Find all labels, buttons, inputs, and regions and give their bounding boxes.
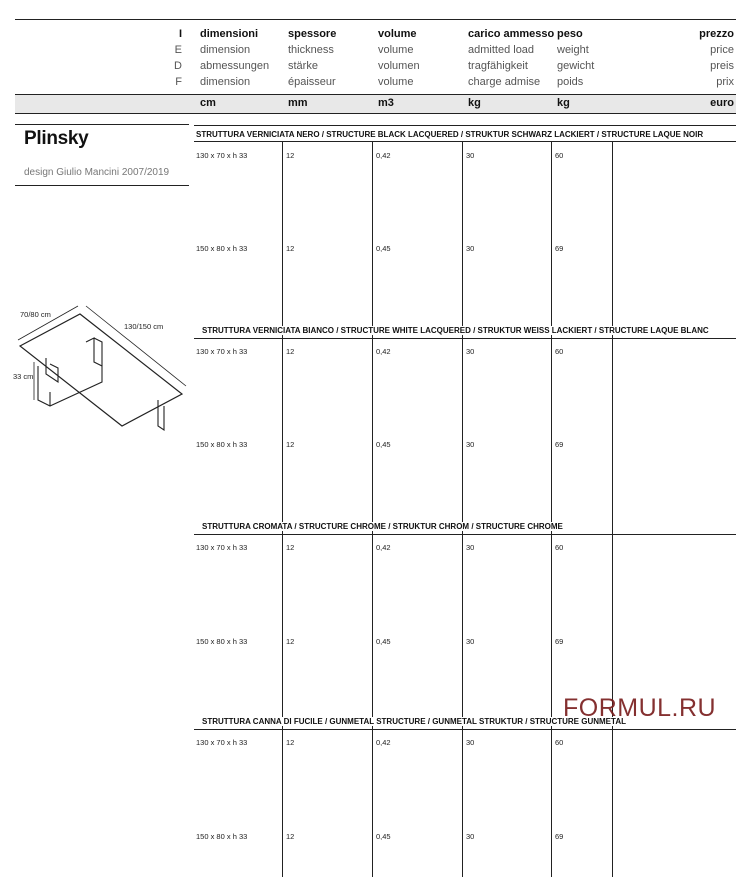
cell-dim: 150 x 80 x h 33 (196, 832, 248, 841)
col-label: dimensioni (200, 28, 259, 40)
unit-weight: kg (557, 97, 570, 109)
section-rule (194, 125, 736, 126)
cell-weight: 69 (555, 832, 564, 841)
header-col-load (468, 26, 554, 90)
cell-load: 30 (466, 637, 475, 646)
cell-dim: 150 x 80 x h 33 (196, 244, 248, 253)
col-label: volume (378, 28, 417, 40)
col-label: thickness (288, 44, 334, 56)
cell-load: 30 (466, 440, 475, 449)
col-label: admitted load (468, 44, 535, 56)
cell-volume: 0,45 (376, 440, 391, 449)
column-divider (372, 142, 373, 877)
col-label: prix (716, 76, 734, 88)
cell-load: 30 (466, 151, 475, 160)
product-rule-bottom (15, 185, 189, 186)
lang-code-en: E (174, 44, 182, 56)
header-col-thickness (288, 26, 336, 90)
cell-thickness: 12 (286, 244, 295, 253)
col-label: poids (557, 76, 584, 88)
section-rule (194, 141, 736, 142)
units-bar (15, 94, 736, 114)
col-label: abmessungen (200, 60, 270, 72)
header-col-price (699, 26, 734, 90)
cell-thickness: 12 (286, 440, 295, 449)
col-label: dimension (200, 44, 251, 56)
col-label: stärke (288, 60, 318, 72)
lang-code-de: D (174, 60, 182, 72)
cell-weight: 60 (555, 151, 564, 160)
col-label: spessore (288, 28, 337, 40)
col-label: volume (378, 76, 414, 88)
section-rule (194, 534, 736, 535)
col-label: weight (557, 44, 589, 56)
header-col-weight (557, 26, 594, 90)
cell-dim: 130 x 70 x h 33 (196, 347, 248, 356)
cell-volume: 0,42 (376, 738, 391, 747)
header-col-dimensions (200, 26, 269, 90)
col-label: price (710, 44, 734, 56)
unit-thickness: mm (288, 97, 308, 109)
col-label: épaisseur (288, 76, 336, 88)
lang-code-it: I (178, 28, 182, 40)
table-diagram (10, 302, 190, 437)
width-label: 70/80 cm (20, 310, 51, 319)
height-label: 33 cm (13, 372, 34, 381)
cell-thickness: 12 (286, 151, 295, 160)
cell-volume: 0,45 (376, 832, 391, 841)
cell-volume: 0,45 (376, 244, 391, 253)
cell-weight: 69 (555, 244, 564, 253)
cell-load: 30 (466, 244, 475, 253)
col-label: carico ammesso (468, 28, 555, 40)
col-label: prezzo (699, 28, 734, 40)
cell-weight: 69 (555, 637, 564, 646)
column-divider (282, 142, 283, 877)
cell-weight: 60 (555, 543, 564, 552)
length-label: 130/150 cm (124, 322, 164, 331)
cell-dim: 130 x 70 x h 33 (196, 738, 248, 747)
product-designer: design Giulio Mancini 2007/2019 (24, 167, 170, 178)
unit-price: euro (710, 97, 734, 109)
cell-load: 30 (466, 832, 475, 841)
cell-load: 30 (466, 347, 475, 356)
cell-weight: 60 (555, 738, 564, 747)
cell-dim: 150 x 80 x h 33 (196, 440, 248, 449)
col-label: volumen (378, 60, 420, 72)
col-label: charge admise (468, 76, 541, 88)
section-rule (194, 729, 736, 730)
unit-volume: m3 (378, 97, 394, 109)
cell-weight: 60 (555, 347, 564, 356)
cell-thickness: 12 (286, 738, 295, 747)
cell-volume: 0,45 (376, 637, 391, 646)
cell-load: 30 (466, 543, 475, 552)
col-label: volume (378, 44, 414, 56)
section-title-white: STRUTTURA VERNICIATA BIANCO / STRUCTURE WHITE LACQUERED / STRUKTUR WEISS LACKIERT / STRUCTURE LAQUE BLANC (202, 326, 713, 335)
column-divider (551, 142, 552, 877)
lang-code-fr: F (175, 76, 182, 88)
cell-load: 30 (466, 738, 475, 747)
cell-volume: 0,42 (376, 543, 391, 552)
col-label: preis (710, 60, 734, 72)
cell-volume: 0,42 (376, 151, 391, 160)
col-label: gewicht (557, 60, 595, 72)
column-divider (612, 142, 613, 877)
product-rule-top (15, 124, 189, 125)
header-col-volume (378, 26, 420, 90)
section-title-chrome: STRUTTURA CROMATA / STRUCTURE CHROME / STRUKTUR CHROM / STRUCTURE CHROME (202, 522, 567, 531)
column-divider (462, 142, 463, 877)
cell-dim: 150 x 80 x h 33 (196, 637, 248, 646)
cell-thickness: 12 (286, 832, 295, 841)
cell-thickness: 12 (286, 637, 295, 646)
section-rule (194, 338, 736, 339)
unit-load: kg (468, 97, 481, 109)
cell-weight: 69 (555, 440, 564, 449)
product-name: Plinsky (24, 128, 89, 149)
section-title-gunmetal: STRUTTURA CANNA DI FUCILE / GUNMETAL STRUCTURE / GUNMETAL STRUKTUR / STRUCTURE GUNMETAL (202, 717, 630, 726)
cell-dim: 130 x 70 x h 33 (196, 151, 248, 160)
col-label: peso (557, 28, 583, 40)
section-title-black: STRUTTURA VERNICIATA NERO / STRUCTURE BLACK LACQUERED / STRUKTUR SCHWARZ LACKIERT / STRUCTURE LAQUE NOIR (196, 130, 704, 139)
col-label: tragfähigkeit (468, 60, 528, 72)
language-codes (172, 26, 182, 90)
cell-thickness: 12 (286, 347, 295, 356)
watermark: FORMUL.RU (563, 694, 717, 722)
header-top-rule (15, 19, 736, 20)
col-label: dimension (200, 76, 251, 88)
cell-dim: 130 x 70 x h 33 (196, 543, 248, 552)
unit-dimensions: cm (200, 97, 216, 109)
cell-thickness: 12 (286, 543, 295, 552)
cell-volume: 0,42 (376, 347, 391, 356)
